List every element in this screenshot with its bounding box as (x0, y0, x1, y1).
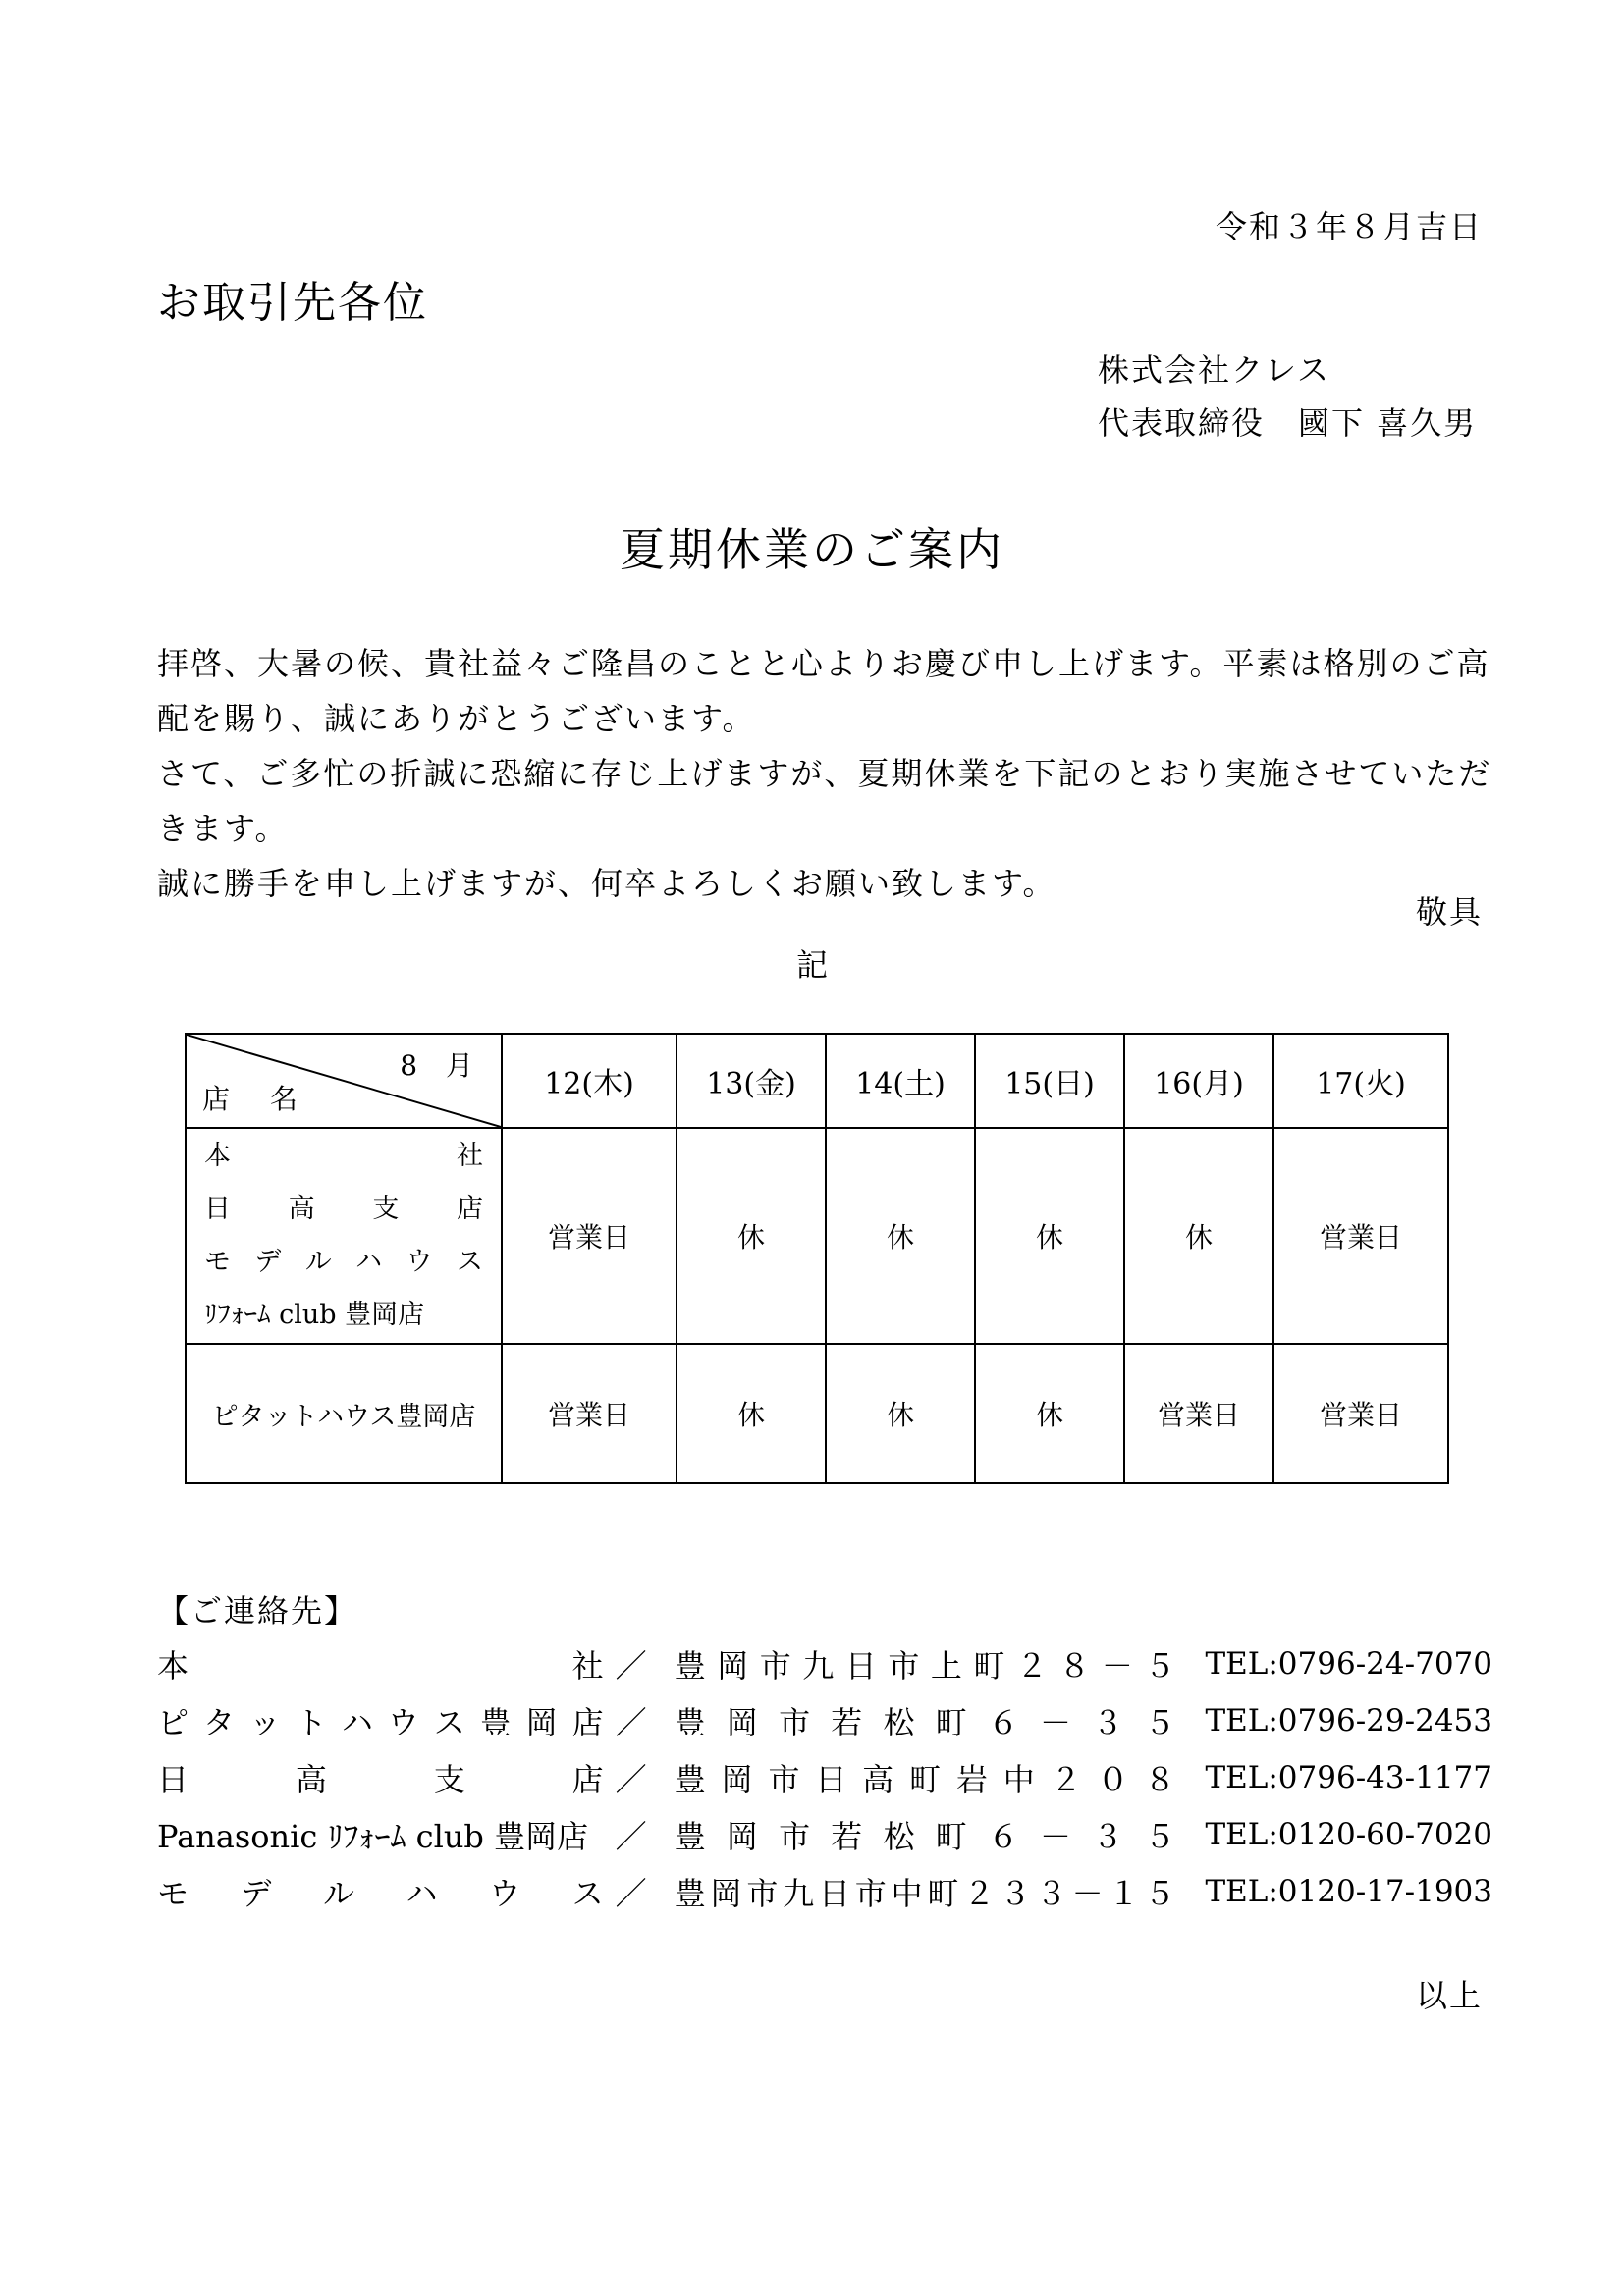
char: 岡 (525, 1704, 558, 1741)
char: 豊 (674, 1875, 706, 1912)
char: ５ (1144, 1704, 1176, 1741)
char: 市 (768, 1761, 800, 1798)
char: 支 (433, 1761, 465, 1798)
char: 松 (883, 1818, 915, 1855)
contact-name (157, 1755, 604, 1800)
char: 豊 (674, 1647, 706, 1684)
contact-name (157, 1698, 604, 1743)
char: － (1040, 1818, 1072, 1855)
body-line: 誠に勝手を申し上げますが、何卒よろしくお願い致します。 (157, 865, 1056, 902)
char: ５ (1144, 1647, 1176, 1684)
char: ２ (963, 1875, 996, 1912)
contact-row (157, 1806, 1492, 1863)
day-header: 13(金) (677, 1034, 826, 1128)
table-row (186, 1128, 1448, 1344)
char: 日 (204, 1194, 231, 1224)
closing-ijou: 以上 (1415, 1977, 1483, 2014)
contact-row (157, 1863, 1492, 1920)
contact-tel: TEL:0796-29-2453 (1205, 1703, 1492, 1738)
store-name (204, 1183, 483, 1236)
day-header: 12(木) (502, 1034, 677, 1128)
char: ８ (1144, 1761, 1176, 1798)
char: 社 (457, 1141, 483, 1171)
contact-tel: TEL:0120-60-7020 (1205, 1817, 1492, 1852)
char: ５ (1144, 1875, 1176, 1912)
day-header: 17(火) (1273, 1034, 1448, 1128)
char: ウ (489, 1875, 521, 1912)
body-line: 拝啓、大暑の候、貴社益々ご隆昌のことと心よりお慶び申し上げます。平素は格別のご高 (157, 645, 1490, 682)
char: ハ (341, 1704, 373, 1741)
char: 本 (204, 1141, 231, 1171)
char: 高 (295, 1761, 327, 1798)
char: ５ (1144, 1818, 1176, 1855)
char: 豊 (479, 1704, 512, 1741)
char: 岡 (726, 1704, 758, 1741)
recipient: お取引先各位 (157, 278, 428, 328)
char: 上 (930, 1647, 962, 1684)
status-cell: 営業日 (502, 1128, 677, 1344)
char: 店 (571, 1704, 604, 1741)
corner-cell (186, 1034, 502, 1128)
char: ピ (157, 1704, 189, 1741)
char: ッ (248, 1704, 281, 1741)
store-name (204, 1289, 483, 1342)
char: ６ (987, 1818, 1019, 1855)
body-text (157, 636, 1492, 911)
char: ウ (387, 1704, 419, 1741)
char: 松 (883, 1704, 915, 1741)
char: 町 (935, 1818, 967, 1855)
char: デ (254, 1247, 282, 1277)
char: 市 (888, 1647, 920, 1684)
char: 岡 (717, 1647, 749, 1684)
representative: 代表取締役 國下 喜久男 (1098, 404, 1478, 442)
char: １ (1108, 1875, 1140, 1912)
char: 中 (1002, 1761, 1035, 1798)
contact-list (157, 1635, 1492, 1920)
char: ハ (406, 1875, 438, 1912)
body-line: 配を賜り、誠にありがとうございます。 (157, 700, 756, 737)
char: ３ (1000, 1875, 1032, 1912)
contact-name (157, 1641, 604, 1686)
status-cell: 休 (1124, 1128, 1273, 1344)
char: 市 (759, 1647, 791, 1684)
body-line: さて、ご多忙の折誠に恐縮に存じ上げますが、夏期休業を下記のとおり実施させていただ (157, 755, 1492, 792)
contact-heading: 【ご連絡先】 (157, 1592, 358, 1629)
day-header: 16(月) (1124, 1034, 1273, 1128)
store-name (204, 1130, 483, 1183)
char: 市 (746, 1875, 779, 1912)
contact-separator: ／ (615, 1818, 647, 1855)
char: 岡 (710, 1875, 742, 1912)
contact-row (157, 1692, 1492, 1749)
char: 社 (571, 1647, 604, 1684)
char: 岡 (726, 1818, 758, 1855)
contact-tel: TEL:0120-17-1903 (1205, 1874, 1492, 1909)
char: ハ (355, 1247, 383, 1277)
char: 九 (783, 1875, 815, 1912)
char: ル (304, 1247, 332, 1277)
char: タ (202, 1704, 235, 1741)
corner-store-label: 店 名 (202, 1083, 313, 1115)
char: 市 (854, 1875, 887, 1912)
day-header: 15(日) (975, 1034, 1124, 1128)
char: モ (157, 1875, 189, 1912)
day-header: 14(土) (826, 1034, 975, 1128)
status-cell: 営業日 (1273, 1128, 1448, 1344)
char: デ (240, 1875, 272, 1912)
char: 支 (372, 1194, 400, 1224)
corner-month-label: 8 月 (400, 1049, 483, 1082)
store-name-text: ﾘﾌｫｰﾑ club 豊岡店 (204, 1300, 425, 1330)
status-cell: 営業日 (1273, 1344, 1448, 1483)
body-line: きます。 (157, 810, 289, 847)
char: 店 (456, 1194, 483, 1224)
contact-address (659, 1641, 1176, 1686)
contact-address (659, 1698, 1176, 1743)
contact-name (157, 1869, 604, 1914)
char: ス (433, 1704, 465, 1741)
char: 店 (571, 1761, 604, 1798)
char: 日 (844, 1647, 877, 1684)
char: 本 (157, 1647, 189, 1684)
document-title: 夏期休業のご案内 (620, 523, 1004, 576)
char: 岩 (955, 1761, 988, 1798)
table-header-row (186, 1034, 1448, 1128)
char: 町 (973, 1647, 1005, 1684)
char: ８ (1058, 1647, 1091, 1684)
table-row (186, 1344, 1448, 1483)
char: 市 (779, 1818, 811, 1855)
char: 高 (862, 1761, 894, 1798)
char: 日 (157, 1761, 189, 1798)
status-cell: 営業日 (502, 1344, 677, 1483)
status-cell: 休 (975, 1128, 1124, 1344)
char: ３ (1092, 1704, 1124, 1741)
contact-row (157, 1635, 1492, 1692)
char: 豊 (674, 1704, 706, 1741)
char: 町 (927, 1875, 959, 1912)
contact-address (659, 1869, 1176, 1914)
char: ウ (406, 1247, 433, 1277)
char: ル (323, 1875, 355, 1912)
char: 豊 (674, 1818, 706, 1855)
status-cell: 休 (826, 1344, 975, 1483)
char: 中 (891, 1875, 923, 1912)
char: 市 (779, 1704, 811, 1741)
char: ３ (1092, 1818, 1124, 1855)
char: 岡 (721, 1761, 753, 1798)
status-cell: 休 (677, 1344, 826, 1483)
contact-name: Panasonic ﾘﾌｫｰﾑ club 豊岡店 (157, 1818, 589, 1855)
contact-address (659, 1812, 1176, 1857)
char: 若 (831, 1818, 863, 1855)
document-date: 令和３年８月吉日 (1215, 208, 1483, 245)
contact-row (157, 1749, 1492, 1806)
contact-separator: ／ (615, 1761, 647, 1798)
contact-separator: ／ (615, 1875, 647, 1912)
char: 豊 (674, 1761, 706, 1798)
char: モ (204, 1247, 231, 1277)
store-name-cell: ピタットハウス豊岡店 (186, 1344, 502, 1483)
char: 若 (831, 1704, 863, 1741)
char: ス (571, 1875, 604, 1912)
char: 高 (288, 1194, 315, 1224)
char: 町 (935, 1704, 967, 1741)
status-cell: 休 (975, 1344, 1124, 1483)
holiday-schedule-table (185, 1033, 1449, 1484)
closing-keigu: 敬具 (1415, 893, 1483, 931)
contact-separator: ／ (615, 1704, 647, 1741)
char: － (1101, 1647, 1133, 1684)
char: ス (456, 1247, 483, 1277)
store-names-cell (186, 1128, 502, 1344)
status-cell: 営業日 (1124, 1344, 1273, 1483)
char: ０ (1097, 1761, 1129, 1798)
contact-separator: ／ (615, 1647, 647, 1684)
char: 九 (802, 1647, 835, 1684)
char: ２ (1015, 1647, 1048, 1684)
char: ２ (1050, 1761, 1082, 1798)
char: － (1040, 1704, 1072, 1741)
char: ６ (987, 1704, 1019, 1741)
char: ３ (1035, 1875, 1067, 1912)
contact-address (659, 1755, 1176, 1800)
status-cell: 休 (677, 1128, 826, 1344)
ki-heading: 記 (795, 946, 828, 984)
company-name: 株式会社クレス (1098, 351, 1331, 389)
store-name (204, 1236, 483, 1289)
char: ト (295, 1704, 327, 1741)
contact-tel: TEL:0796-43-1177 (1205, 1760, 1492, 1795)
char: 日 (815, 1761, 847, 1798)
contact-tel: TEL:0796-24-7070 (1205, 1646, 1492, 1682)
char: 町 (909, 1761, 942, 1798)
status-cell: 休 (826, 1128, 975, 1344)
char: 日 (818, 1875, 850, 1912)
char: － (1071, 1875, 1104, 1912)
